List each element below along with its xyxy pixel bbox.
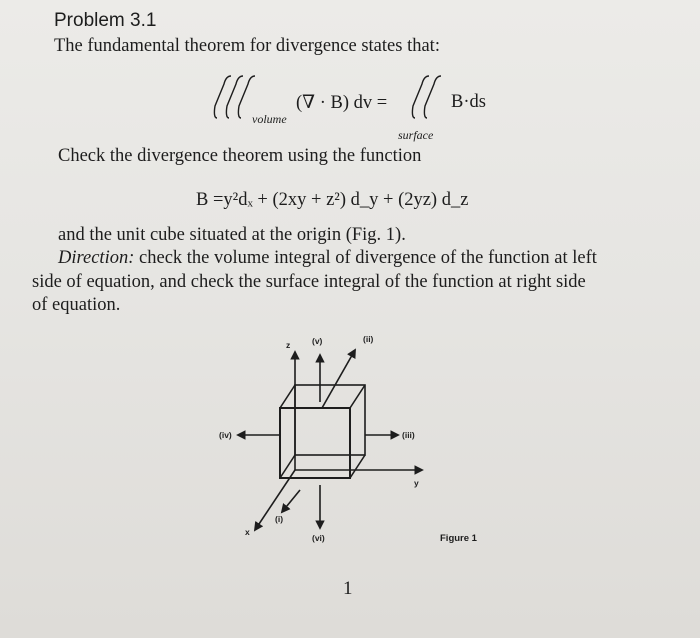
problem-title: Problem 3.1	[54, 10, 157, 31]
axis-label-x: x	[245, 527, 250, 537]
unit-cube-figure	[200, 330, 440, 560]
face-label-iv: (iv)	[219, 430, 232, 440]
face-label-v: (v)	[312, 336, 323, 346]
rhs-subscript: surface	[398, 128, 434, 142]
function-equation: B =y²dₓ + (2xy + z²) d_y + (2yz) d_z	[196, 190, 469, 210]
axis-label-z: z	[286, 340, 291, 350]
arrow-face-i	[282, 490, 300, 512]
face-label-i: (i)	[275, 514, 284, 524]
axis-label-y: y	[414, 478, 419, 488]
intro-text: The fundamental theorem for divergence states that:	[54, 36, 440, 56]
page-number: 1	[343, 578, 353, 599]
direction-line-2: side of equation, and check the surface integral of the function at right side	[32, 272, 586, 292]
face-label-ii: (ii)	[363, 334, 374, 344]
double-integral-sign	[412, 76, 441, 118]
lhs-integrand: (∇ · B) dv =	[296, 93, 388, 113]
lhs-subscript: volume	[252, 112, 287, 126]
face-label-iii: (iii)	[402, 430, 415, 440]
check-text: Check the divergence theorem using the function	[58, 146, 422, 166]
arrow-face-ii	[322, 350, 355, 408]
triple-integral-sign	[214, 76, 255, 118]
direction-label: Direction:	[58, 248, 135, 268]
direction-line-1	[58, 248, 597, 269]
figure-caption: Figure 1	[440, 533, 477, 544]
rhs-integrand: B·ds	[451, 92, 486, 112]
face-label-vi: (vi)	[312, 533, 325, 543]
direction-line-3: of equation.	[32, 295, 121, 315]
cube-text: and the unit cube situated at the origin (Fig. 1).	[58, 225, 406, 245]
direction-text-1: check the volume integral of divergence of the function at left	[139, 248, 597, 268]
cube-front-face	[280, 408, 350, 478]
